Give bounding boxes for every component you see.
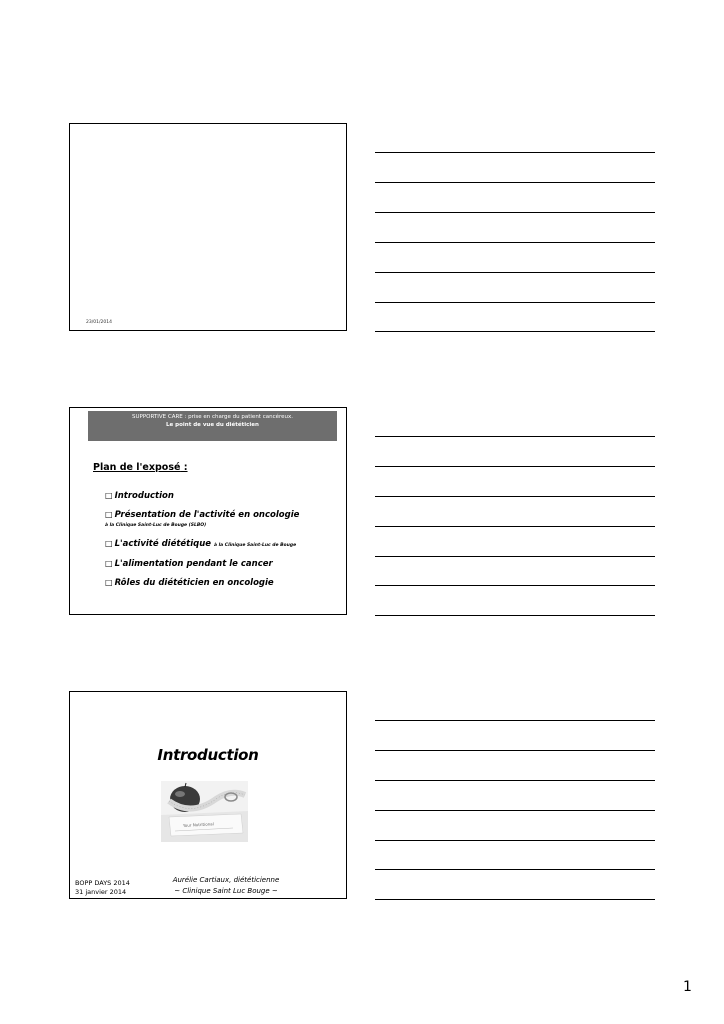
plan-item-subline: à la Clinique Saint-Luc de Bouge (SLBO) bbox=[105, 523, 207, 528]
note-line bbox=[375, 152, 655, 153]
checkbox-icon: □ bbox=[105, 491, 113, 500]
note-line bbox=[375, 272, 655, 273]
banner-title: SUPPORTIVE CARE : prise en charge du patient cancéreux. bbox=[131, 414, 294, 420]
slide-banner bbox=[88, 411, 337, 441]
note-line bbox=[375, 212, 655, 213]
checkbox-icon: □ bbox=[105, 578, 113, 587]
slide-2 bbox=[69, 407, 347, 615]
apple-and-measuring-tape-photo bbox=[161, 781, 248, 842]
plan-heading bbox=[93, 462, 188, 473]
note-line bbox=[375, 810, 655, 811]
checkbox-icon: □ bbox=[105, 510, 113, 519]
slide-3 bbox=[69, 691, 347, 899]
author-name: Aurélie Cartiaux, diététicienne bbox=[172, 876, 280, 884]
event-name: BOPP DAYS 2014 bbox=[75, 879, 130, 887]
plan-item-note: à la Clinique Saint-Luc de Bouge bbox=[214, 543, 297, 548]
plan-item bbox=[105, 539, 296, 549]
note-line bbox=[375, 466, 655, 467]
svg-text:Your Nutritional: Your Nutritional bbox=[182, 821, 214, 828]
plan-item-text: L'alimentation pendant le cancer bbox=[114, 559, 273, 569]
slide-date: 23/01/2014 bbox=[86, 320, 112, 325]
note-line bbox=[375, 331, 655, 332]
slide-title: Introduction bbox=[157, 746, 259, 764]
note-line bbox=[375, 496, 655, 497]
note-line bbox=[375, 750, 655, 751]
note-line bbox=[375, 585, 655, 586]
checkbox-icon: □ bbox=[105, 559, 113, 568]
plan-item bbox=[105, 510, 299, 520]
plan-item-text: L'activité diététique bbox=[114, 539, 212, 549]
plan-item bbox=[105, 578, 274, 588]
note-line bbox=[375, 720, 655, 721]
plan-item bbox=[105, 491, 174, 501]
note-line bbox=[375, 436, 655, 437]
checkbox-icon: □ bbox=[105, 539, 113, 548]
plan-item-text: Rôles du diététicien en oncologie bbox=[114, 578, 274, 588]
note-line bbox=[375, 615, 655, 616]
note-line bbox=[375, 780, 655, 781]
plan-item-text: Présentation de l'activité en oncologie bbox=[114, 510, 300, 520]
note-line bbox=[375, 302, 655, 303]
note-line bbox=[375, 899, 655, 900]
note-line bbox=[375, 526, 655, 527]
note-line bbox=[375, 242, 655, 243]
plan-heading-label: Plan de l'exposé bbox=[93, 462, 181, 473]
author-institution: ~ Clinique Saint Luc Bouge ~ bbox=[174, 886, 278, 895]
slide-1 bbox=[69, 123, 347, 331]
plan-item bbox=[105, 559, 273, 569]
plan-item-text: Introduction bbox=[114, 491, 174, 501]
plan-heading-colon: : bbox=[180, 462, 188, 473]
page-number: 1 bbox=[683, 979, 692, 995]
event-info bbox=[75, 879, 130, 896]
note-line bbox=[375, 869, 655, 870]
note-line bbox=[375, 840, 655, 841]
banner-subtitle: Le point de vue du diététicien bbox=[166, 422, 259, 428]
note-line bbox=[375, 556, 655, 557]
event-date: 31 janvier 2014 bbox=[75, 887, 127, 896]
author-info bbox=[146, 875, 306, 896]
note-line bbox=[375, 182, 655, 183]
